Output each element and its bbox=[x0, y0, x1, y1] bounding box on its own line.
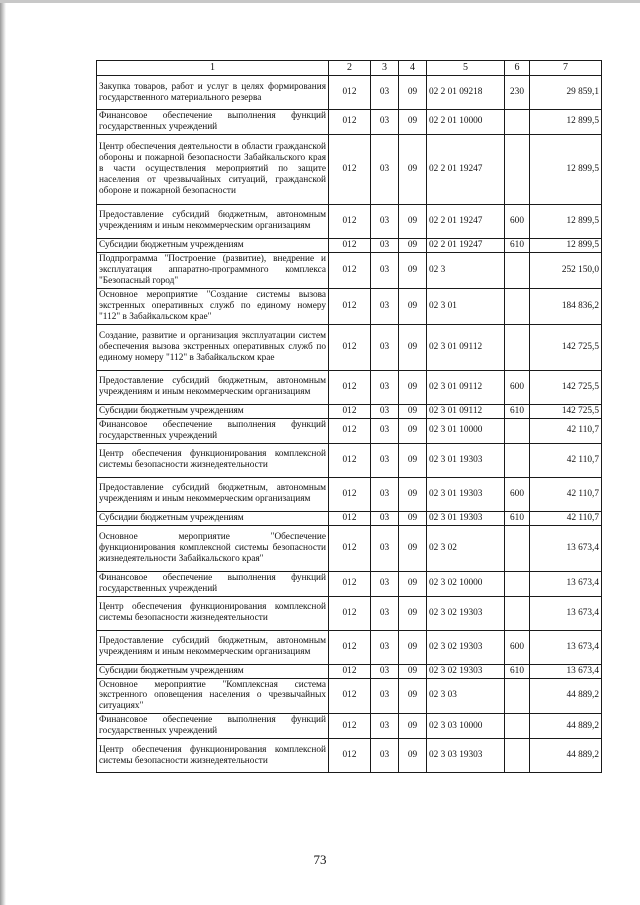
amount-cell: 12 899,5 bbox=[530, 134, 602, 204]
item-name-cell: Субсидии бюджетным учреждениям bbox=[97, 664, 329, 678]
table-row bbox=[97, 76, 602, 110]
section-code-cell: 03 bbox=[371, 596, 399, 630]
target-article-cell: 02 3 bbox=[427, 252, 505, 288]
item-name-cell: Предоставление субсидий бюджетным, автономным учреждениям и иным некоммерческим организациям bbox=[97, 477, 329, 511]
expense-type-cell: 600 bbox=[505, 204, 530, 238]
item-name-cell: Центр обеспечения функционирования комплексной системы безопасности жизнедеятельности bbox=[97, 739, 329, 773]
page-number: 73 bbox=[313, 852, 327, 867]
amount-cell: 42 110,7 bbox=[530, 443, 602, 477]
subsection-code-cell: 09 bbox=[399, 76, 427, 110]
admin-code-cell: 012 bbox=[329, 204, 371, 238]
item-name-cell: Финансовое обеспечение выполнения функций государственных учреждений bbox=[97, 714, 329, 739]
admin-code-cell: 012 bbox=[329, 252, 371, 288]
target-article-cell: 02 3 03 bbox=[427, 678, 505, 714]
table-row bbox=[97, 404, 602, 418]
amount-cell: 12 899,5 bbox=[530, 204, 602, 238]
subsection-code-cell: 09 bbox=[399, 204, 427, 238]
section-code-cell: 03 bbox=[371, 288, 399, 324]
table-header-row bbox=[97, 61, 602, 76]
target-article-cell: 02 3 01 19303 bbox=[427, 477, 505, 511]
admin-code-cell: 012 bbox=[329, 324, 371, 370]
expense-type-cell bbox=[505, 110, 530, 135]
table-row bbox=[97, 596, 602, 630]
admin-code-cell: 012 bbox=[329, 739, 371, 773]
admin-code-cell: 012 bbox=[329, 678, 371, 714]
subsection-code-cell: 09 bbox=[399, 252, 427, 288]
item-name-cell: Предоставление субсидий бюджетным, автономным учреждениям и иным некоммерческим организациям bbox=[97, 204, 329, 238]
admin-code-cell: 012 bbox=[329, 418, 371, 443]
expense-type-cell: 610 bbox=[505, 511, 530, 525]
subsection-code-cell: 09 bbox=[399, 739, 427, 773]
table-row bbox=[97, 288, 602, 324]
amount-cell: 44 889,2 bbox=[530, 678, 602, 714]
subsection-code-cell: 09 bbox=[399, 404, 427, 418]
subsection-code-cell: 09 bbox=[399, 238, 427, 252]
column-header: 1 bbox=[97, 61, 329, 76]
amount-cell: 184 836,2 bbox=[530, 288, 602, 324]
amount-cell: 13 673,4 bbox=[530, 596, 602, 630]
column-header: 6 bbox=[505, 61, 530, 76]
table-row bbox=[97, 238, 602, 252]
admin-code-cell: 012 bbox=[329, 370, 371, 404]
table-row bbox=[97, 324, 602, 370]
subsection-code-cell: 09 bbox=[399, 596, 427, 630]
section-code-cell: 03 bbox=[371, 571, 399, 596]
table-row bbox=[97, 443, 602, 477]
section-code-cell: 03 bbox=[371, 370, 399, 404]
expense-type-cell bbox=[505, 134, 530, 204]
item-name-cell: Финансовое обеспечение выполнения функций государственных учреждений bbox=[97, 571, 329, 596]
expense-type-cell: 600 bbox=[505, 630, 530, 664]
target-article-cell: 02 3 02 bbox=[427, 525, 505, 571]
item-name-cell: Создание, развитие и организация эксплуатации систем обеспечения вызова экстренных оперативных служб по единому номеру "112" в Забайкальском крае bbox=[97, 324, 329, 370]
subsection-code-cell: 09 bbox=[399, 110, 427, 135]
item-name-cell: Закупка товаров, работ и услуг в целях формирования государственного материального резерва bbox=[97, 76, 329, 110]
column-header: 7 bbox=[530, 61, 602, 76]
section-code-cell: 03 bbox=[371, 418, 399, 443]
section-code-cell: 03 bbox=[371, 664, 399, 678]
item-name-cell: Субсидии бюджетным учреждениям bbox=[97, 511, 329, 525]
column-header: 4 bbox=[399, 61, 427, 76]
admin-code-cell: 012 bbox=[329, 443, 371, 477]
admin-code-cell: 012 bbox=[329, 134, 371, 204]
subsection-code-cell: 09 bbox=[399, 511, 427, 525]
amount-cell: 252 150,0 bbox=[530, 252, 602, 288]
subsection-code-cell: 09 bbox=[399, 288, 427, 324]
expense-type-cell bbox=[505, 525, 530, 571]
item-name-cell: Субсидии бюджетным учреждениям bbox=[97, 238, 329, 252]
target-article-cell: 02 3 01 bbox=[427, 288, 505, 324]
target-article-cell: 02 3 01 10000 bbox=[427, 418, 505, 443]
amount-cell: 13 673,4 bbox=[530, 664, 602, 678]
item-name-cell: Предоставление субсидий бюджетным, автономным учреждениям и иным некоммерческим организациям bbox=[97, 630, 329, 664]
amount-cell: 29 859,1 bbox=[530, 76, 602, 110]
subsection-code-cell: 09 bbox=[399, 525, 427, 571]
section-code-cell: 03 bbox=[371, 739, 399, 773]
amount-cell: 142 725,5 bbox=[530, 404, 602, 418]
item-name-cell: Финансовое обеспечение выполнения функций государственных учреждений bbox=[97, 418, 329, 443]
amount-cell: 142 725,5 bbox=[530, 370, 602, 404]
target-article-cell: 02 3 02 19303 bbox=[427, 630, 505, 664]
target-article-cell: 02 3 01 19303 bbox=[427, 511, 505, 525]
table-row bbox=[97, 134, 602, 204]
subsection-code-cell: 09 bbox=[399, 714, 427, 739]
admin-code-cell: 012 bbox=[329, 288, 371, 324]
expense-type-cell: 230 bbox=[505, 76, 530, 110]
target-article-cell: 02 3 01 09112 bbox=[427, 370, 505, 404]
section-code-cell: 03 bbox=[371, 110, 399, 135]
target-article-cell: 02 3 02 19303 bbox=[427, 596, 505, 630]
section-code-cell: 03 bbox=[371, 525, 399, 571]
section-code-cell: 03 bbox=[371, 134, 399, 204]
budget-table bbox=[96, 60, 602, 773]
table-row bbox=[97, 630, 602, 664]
item-name-cell: Основное мероприятие "Создание системы вызова экстренных оперативных служб по единому номеру "112" в Забайкальском крае" bbox=[97, 288, 329, 324]
amount-cell: 42 110,7 bbox=[530, 477, 602, 511]
table-row bbox=[97, 418, 602, 443]
item-name-cell: Подпрограмма "Построение (развитие), внедрение и эксплуатация аппаратно-программного комплекса "Безопасный город" bbox=[97, 252, 329, 288]
target-article-cell: 02 3 03 10000 bbox=[427, 714, 505, 739]
section-code-cell: 03 bbox=[371, 404, 399, 418]
amount-cell: 142 725,5 bbox=[530, 324, 602, 370]
table-row bbox=[97, 204, 602, 238]
expense-type-cell bbox=[505, 739, 530, 773]
table-row bbox=[97, 511, 602, 525]
scan-page-edge bbox=[0, 0, 6, 905]
expense-type-cell bbox=[505, 596, 530, 630]
section-code-cell: 03 bbox=[371, 252, 399, 288]
table-row bbox=[97, 525, 602, 571]
admin-code-cell: 012 bbox=[329, 630, 371, 664]
subsection-code-cell: 09 bbox=[399, 134, 427, 204]
column-header: 5 bbox=[427, 61, 505, 76]
admin-code-cell: 012 bbox=[329, 238, 371, 252]
expense-type-cell bbox=[505, 443, 530, 477]
admin-code-cell: 012 bbox=[329, 525, 371, 571]
section-code-cell: 03 bbox=[371, 324, 399, 370]
admin-code-cell: 012 bbox=[329, 571, 371, 596]
admin-code-cell: 012 bbox=[329, 404, 371, 418]
section-code-cell: 03 bbox=[371, 630, 399, 664]
target-article-cell: 02 2 01 19247 bbox=[427, 134, 505, 204]
subsection-code-cell: 09 bbox=[399, 630, 427, 664]
subsection-code-cell: 09 bbox=[399, 664, 427, 678]
admin-code-cell: 012 bbox=[329, 714, 371, 739]
subsection-code-cell: 09 bbox=[399, 477, 427, 511]
expense-type-cell bbox=[505, 418, 530, 443]
section-code-cell: 03 bbox=[371, 238, 399, 252]
table-row bbox=[97, 571, 602, 596]
expense-type-cell: 610 bbox=[505, 238, 530, 252]
table-row bbox=[97, 664, 602, 678]
admin-code-cell: 012 bbox=[329, 664, 371, 678]
admin-code-cell: 012 bbox=[329, 76, 371, 110]
amount-cell: 12 899,5 bbox=[530, 110, 602, 135]
section-code-cell: 03 bbox=[371, 204, 399, 238]
target-article-cell: 02 2 01 10000 bbox=[427, 110, 505, 135]
item-name-cell: Центр обеспечения функционирования комплексной системы безопасности жизнедеятельности bbox=[97, 443, 329, 477]
item-name-cell: Финансовое обеспечение выполнения функций государственных учреждений bbox=[97, 110, 329, 135]
target-article-cell: 02 3 02 10000 bbox=[427, 571, 505, 596]
item-name-cell: Основное мероприятие "Комплексная система экстренного оповещения населения о чрезвычайных ситуациях" bbox=[97, 678, 329, 714]
expense-type-cell: 600 bbox=[505, 370, 530, 404]
subsection-code-cell: 09 bbox=[399, 418, 427, 443]
target-article-cell: 02 3 01 09112 bbox=[427, 404, 505, 418]
expense-type-cell: 610 bbox=[505, 664, 530, 678]
section-code-cell: 03 bbox=[371, 443, 399, 477]
expense-type-cell: 600 bbox=[505, 477, 530, 511]
expense-type-cell bbox=[505, 324, 530, 370]
item-name-cell: Центр обеспечения функционирования комплексной системы безопасности жизнедеятельности bbox=[97, 596, 329, 630]
subsection-code-cell: 09 bbox=[399, 370, 427, 404]
section-code-cell: 03 bbox=[371, 714, 399, 739]
table-row bbox=[97, 477, 602, 511]
item-name-cell: Центр обеспечения деятельности в области гражданской обороны и пожарной безопасности Забайкальского края в части осуществления мероприятий по защите населения от чрезвычайных ситуаций, гражданской обороне и пожарной безопасности bbox=[97, 134, 329, 204]
admin-code-cell: 012 bbox=[329, 477, 371, 511]
admin-code-cell: 012 bbox=[329, 511, 371, 525]
admin-code-cell: 012 bbox=[329, 110, 371, 135]
table-row bbox=[97, 678, 602, 714]
expense-type-cell: 610 bbox=[505, 404, 530, 418]
subsection-code-cell: 09 bbox=[399, 571, 427, 596]
amount-cell: 44 889,2 bbox=[530, 714, 602, 739]
target-article-cell: 02 2 01 19247 bbox=[427, 238, 505, 252]
table-row bbox=[97, 714, 602, 739]
amount-cell: 13 673,4 bbox=[530, 571, 602, 596]
target-article-cell: 02 3 01 09112 bbox=[427, 324, 505, 370]
item-name-cell: Субсидии бюджетным учреждениям bbox=[97, 404, 329, 418]
target-article-cell: 02 3 01 19303 bbox=[427, 443, 505, 477]
item-name-cell: Основное мероприятие "Обеспечение функционирования комплексной системы безопасности жизнедеятельности Забайкальского края" bbox=[97, 525, 329, 571]
item-name-cell: Предоставление субсидий бюджетным, автономным учреждениям и иным некоммерческим организациям bbox=[97, 370, 329, 404]
amount-cell: 12 899,5 bbox=[530, 238, 602, 252]
subsection-code-cell: 09 bbox=[399, 324, 427, 370]
table-row bbox=[97, 370, 602, 404]
section-code-cell: 03 bbox=[371, 511, 399, 525]
expense-type-cell bbox=[505, 714, 530, 739]
section-code-cell: 03 bbox=[371, 678, 399, 714]
subsection-code-cell: 09 bbox=[399, 678, 427, 714]
column-header: 2 bbox=[329, 61, 371, 76]
target-article-cell: 02 3 03 19303 bbox=[427, 739, 505, 773]
expense-type-cell bbox=[505, 571, 530, 596]
target-article-cell: 02 2 01 19247 bbox=[427, 204, 505, 238]
section-code-cell: 03 bbox=[371, 477, 399, 511]
amount-cell: 42 110,7 bbox=[530, 418, 602, 443]
amount-cell: 13 673,4 bbox=[530, 630, 602, 664]
admin-code-cell: 012 bbox=[329, 596, 371, 630]
scan-top-edge bbox=[0, 0, 640, 3]
section-code-cell: 03 bbox=[371, 76, 399, 110]
amount-cell: 42 110,7 bbox=[530, 511, 602, 525]
table-body bbox=[97, 76, 602, 773]
subsection-code-cell: 09 bbox=[399, 443, 427, 477]
table-row bbox=[97, 110, 602, 135]
amount-cell: 13 673,4 bbox=[530, 525, 602, 571]
expense-type-cell bbox=[505, 252, 530, 288]
expense-type-cell bbox=[505, 678, 530, 714]
column-header: 3 bbox=[371, 61, 399, 76]
target-article-cell: 02 3 02 19303 bbox=[427, 664, 505, 678]
expense-type-cell bbox=[505, 288, 530, 324]
table-row bbox=[97, 252, 602, 288]
table-row bbox=[97, 739, 602, 773]
target-article-cell: 02 2 01 09218 bbox=[427, 76, 505, 110]
amount-cell: 44 889,2 bbox=[530, 739, 602, 773]
